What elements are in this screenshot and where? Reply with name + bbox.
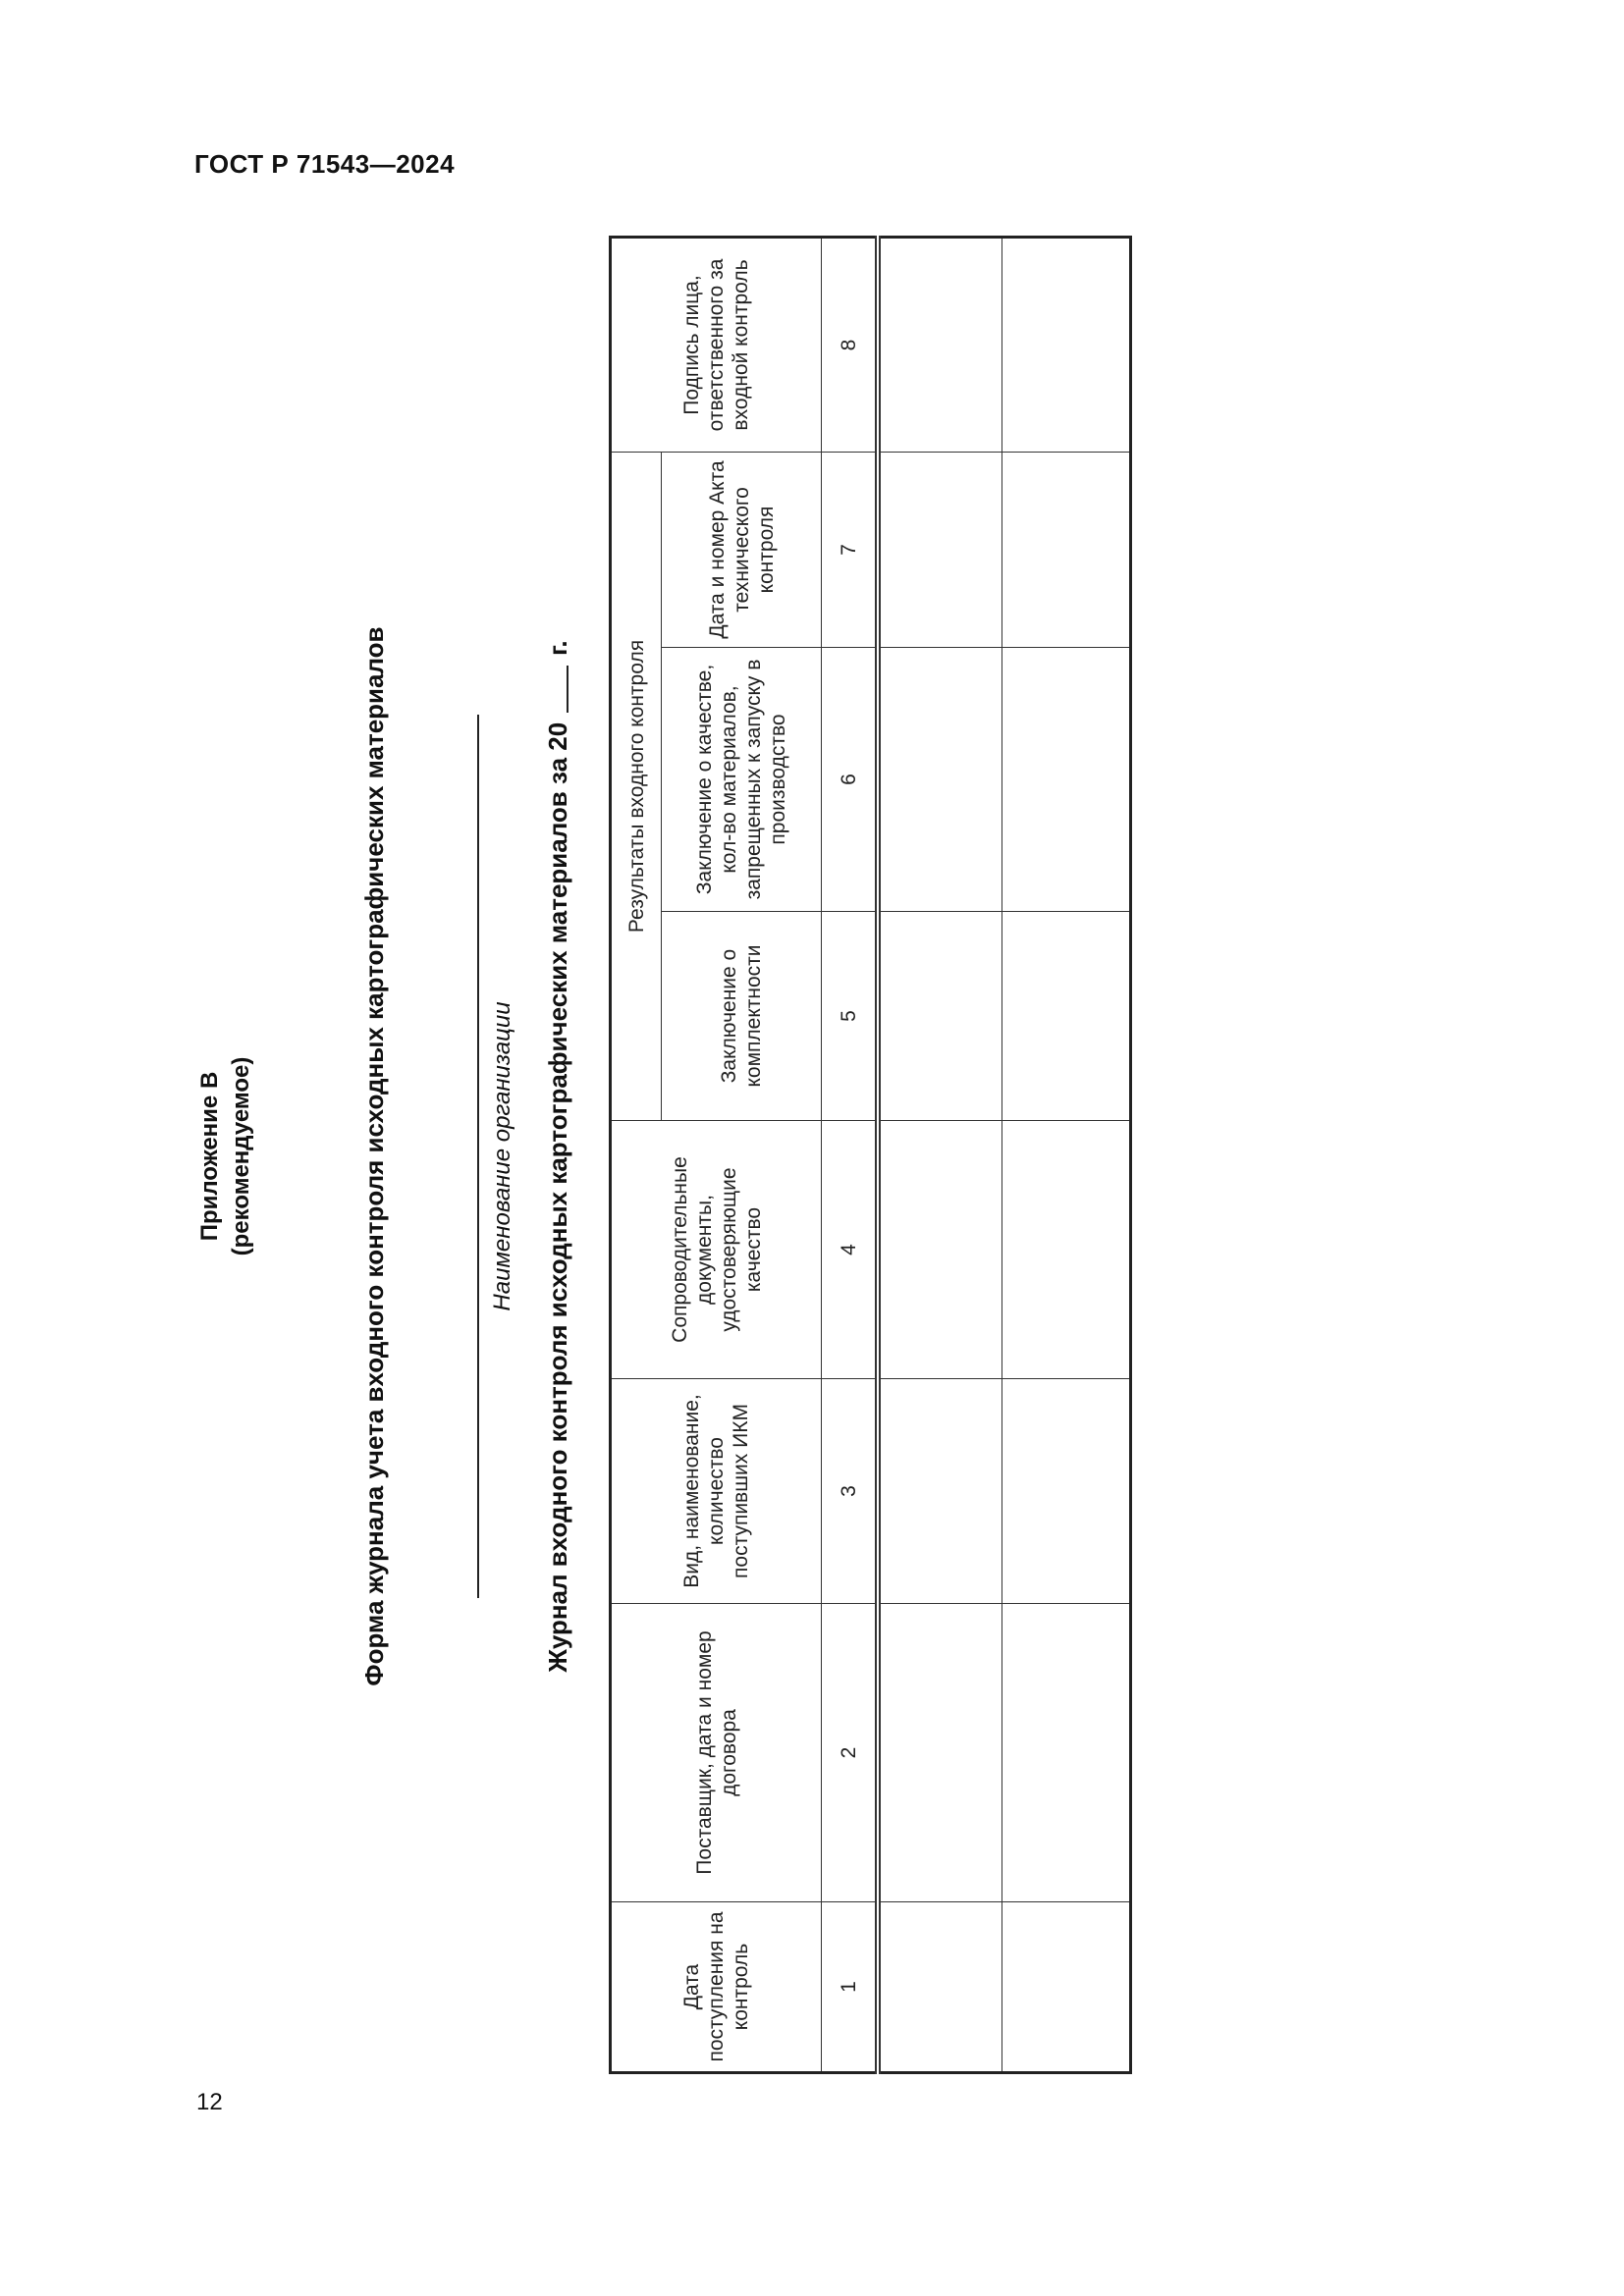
standard-header: ГОСТ Р 71543—2024 <box>194 149 456 179</box>
year-blank <box>567 666 568 713</box>
col-header-2: Поставщик, дата и номер договора <box>611 1604 822 1902</box>
col-header-4: Сопроводительные документы, удостоверяющие качество <box>611 1121 822 1379</box>
column-number: 1 <box>822 1902 879 2073</box>
group-header-results: Результаты входного контроля <box>611 452 662 1120</box>
col-header-1: Дата поступления на контроль <box>611 1902 822 2073</box>
empty-cell <box>878 912 1002 1121</box>
column-number: 4 <box>822 1121 879 1379</box>
empty-cell <box>878 1379 1002 1604</box>
column-number: 3 <box>822 1379 879 1604</box>
column-number: 6 <box>822 648 879 912</box>
empty-cell <box>878 648 1002 912</box>
journal-title <box>543 239 573 2074</box>
col-header-3: Вид, наименование, количество поступивших ИКМ <box>611 1379 822 1604</box>
empty-cell <box>1002 648 1131 912</box>
column-number: 7 <box>822 452 879 647</box>
journal-table <box>609 236 1132 2074</box>
appendix-subtitle: (рекомендуемое) <box>228 1056 254 1256</box>
column-number: 5 <box>822 912 879 1121</box>
empty-cell <box>1002 1379 1131 1604</box>
empty-cell <box>1002 1902 1131 2073</box>
table-row <box>878 237 1002 2072</box>
column-numbers-row <box>822 237 879 2072</box>
empty-cell <box>1002 237 1131 452</box>
journal-title-text: Журнал входного контроля исходных картографических материалов за 20 <box>543 721 572 1673</box>
column-number: 8 <box>822 237 879 452</box>
table-row <box>1002 237 1131 2072</box>
form-title: Форма журнала учета входного контроля исходных картографических материалов <box>359 626 389 1686</box>
rotated-form <box>194 239 1137 2074</box>
empty-cell <box>1002 912 1131 1121</box>
empty-cell <box>1002 452 1131 647</box>
page-number: 12 <box>196 2089 223 2115</box>
empty-cell <box>1002 1604 1131 1902</box>
empty-cell <box>878 237 1002 452</box>
journal-title-suffix: г. <box>543 640 572 656</box>
column-number: 2 <box>822 1604 879 1902</box>
empty-cell <box>878 1902 1002 2073</box>
organization-caption: Наименование организации <box>489 1001 515 1311</box>
table-header-row <box>611 237 662 2072</box>
col-header-6: Заключение о качестве, кол-во материалов, запрещенных к запуску в производство <box>662 648 822 912</box>
appendix-title: Приложение В <box>196 1071 223 1242</box>
empty-cell <box>878 1121 1002 1379</box>
col-header-7: Дата и номер Акта технического контроля <box>662 452 822 647</box>
empty-cell <box>1002 1121 1131 1379</box>
col-header-5: Заключение о комплектности <box>662 912 822 1121</box>
empty-cell <box>878 452 1002 647</box>
col-header-8: Подпись лица, ответственного за входной контроль <box>611 237 822 452</box>
empty-cell <box>878 1604 1002 1902</box>
organization-line <box>477 715 479 1598</box>
